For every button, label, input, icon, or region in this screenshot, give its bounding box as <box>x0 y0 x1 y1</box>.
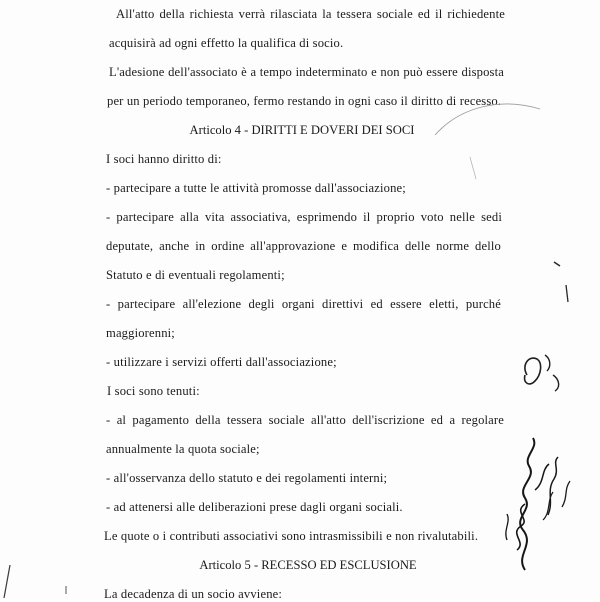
body-line: maggiorenni; <box>106 326 175 340</box>
list-item: - utilizzare i servizi offerti dall'associazione; <box>106 355 337 369</box>
body-line: per un periodo temporaneo, fermo restando in ogni caso il diritto di recesso. <box>107 94 502 108</box>
article-5-heading: Articolo 5 - RECESSO ED ESCLUSIONE <box>199 558 417 572</box>
list-item: - partecipare all'elezione degli organi direttivi ed essere eletti, purché <box>106 297 501 311</box>
list-item: - partecipare alla vita associativa, esprimendo il proprio voto nelle sedi <box>106 210 502 224</box>
initials-scribble <box>515 345 575 405</box>
body-line: deputate, anche in ordine all'approvazione e modifica delle norme dello <box>106 239 501 253</box>
signature-fragment <box>540 455 580 525</box>
body-line: All'atto della richiesta verrà rilasciata la tessera sociale ed il richiedente <box>116 7 505 21</box>
list-item: - ad attenersi alle deliberazioni prese dagli organi sociali. <box>106 500 403 514</box>
body-line: Le quote o i contributi associativi sono intrasmissibili e non rivalutabili. <box>104 529 479 543</box>
list-item: - al pagamento della tessera sociale all'atto dell'iscrizione ed a regolare <box>106 413 504 427</box>
body-line: I soci hanno diritto di: <box>106 152 222 166</box>
body-line: acquisirà ad ogni effetto la qualifica di socio. <box>109 36 344 50</box>
body-line: L'adesione dell'associato è a tempo indeterminato e non può essere disposta <box>109 65 504 79</box>
body-line: La decadenza di un socio avviene: <box>104 587 283 601</box>
body-line: I soci sono tenuti: <box>107 384 200 398</box>
pencil-arc-mark <box>430 95 550 190</box>
list-item: - all'osservanza dello statuto e dei regolamenti interni; <box>106 471 388 485</box>
body-line: annualmente la quota sociale; <box>106 442 260 456</box>
margin-mark <box>550 250 580 310</box>
list-item: - partecipare a tutte le attività promosse dall'associazione; <box>106 181 406 195</box>
article-4-heading: Articolo 4 - DIRITTI E DOVERI DEI SOCI <box>189 123 415 137</box>
body-line: Statuto e di eventuali regolamenti; <box>106 268 285 282</box>
scan-mark <box>0 560 80 600</box>
